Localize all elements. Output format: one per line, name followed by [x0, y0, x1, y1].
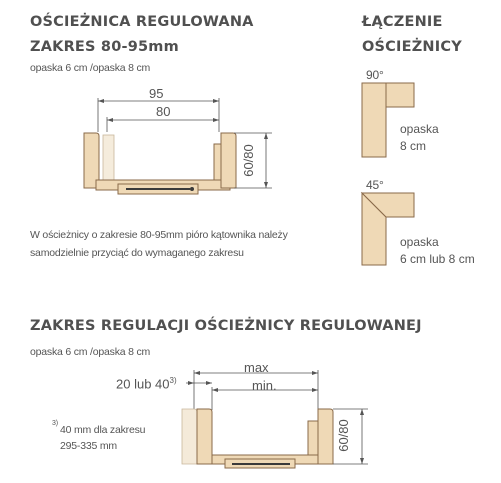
joint-90-label-line1: opaska: [400, 122, 439, 136]
section2-title-line1: ŁĄCZENIE: [362, 14, 443, 30]
section3-title: ZAKRES REGULACJI OŚCIEŻNICY REGULOWANEJ: [30, 318, 422, 334]
footnote-line2: 295-335 mm: [60, 440, 117, 452]
footnote-line1: 40 mm dla zakresu: [60, 424, 146, 436]
dim-60-80-bottom: 60/80: [335, 419, 351, 452]
angle-90-label: 90°: [366, 68, 384, 82]
section1-note-line2: samodzielnie przyciąć do wymaganego zakresu: [30, 247, 244, 259]
dim-min: min.: [252, 378, 277, 393]
dim-60-80-top: 60/80: [240, 144, 256, 177]
dim-95: 95: [149, 86, 164, 101]
section2-title-line2: OŚCIEŻNICY: [362, 39, 462, 55]
joint-90-label-line2: 8 cm: [400, 139, 427, 153]
dim-20-40: [116, 376, 177, 391]
joint-45-label-line2: 6 cm lub 8 cm: [400, 252, 475, 266]
dim-max: max: [244, 360, 269, 375]
footnote-mark: 3): [52, 420, 58, 427]
joint-45-label-line1: opaska: [400, 235, 439, 249]
dim-80: 80: [156, 104, 171, 119]
section1-title-line1: OŚCIEŻNICA REGULOWANA: [30, 14, 254, 30]
section1-note-line1: W ościeżnicy o zakresie 80-95mm pióro kątownika należy: [30, 229, 288, 241]
dim-20-40-footnote-ref: 3): [169, 376, 177, 385]
section3-subtitle: opaska 6 cm /opaska 8 cm: [30, 346, 151, 358]
section1-title-line2: ZAKRES 80-95mm: [30, 39, 179, 55]
angle-45-label: 45°: [366, 178, 384, 192]
dim-20-40-value: 20 lub 40: [116, 376, 170, 392]
section1-subtitle: opaska 6 cm /opaska 8 cm: [30, 62, 151, 74]
